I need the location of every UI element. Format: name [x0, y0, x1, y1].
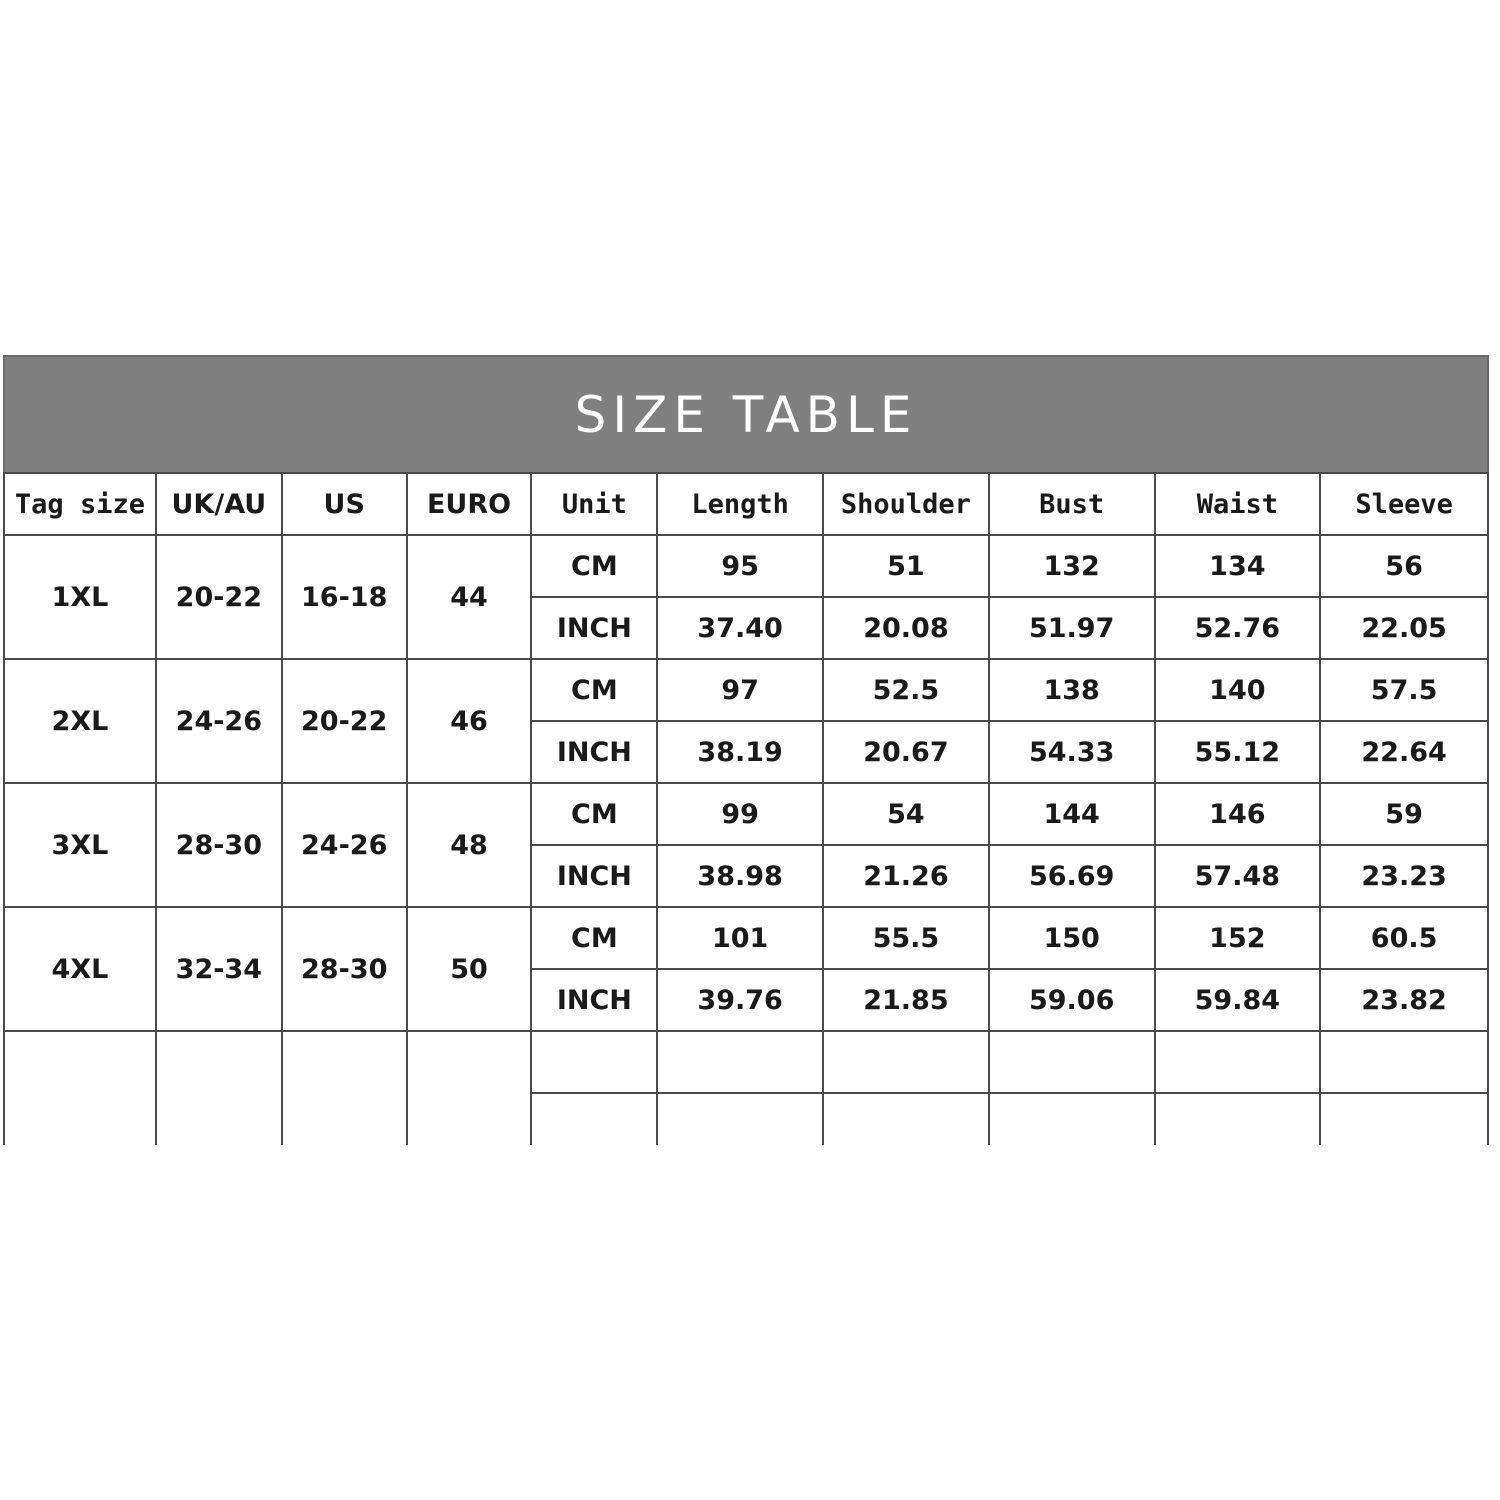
table-row: [4, 659, 1488, 721]
header-sleeve: Sleeve: [1320, 473, 1488, 535]
length-cell: 101: [657, 907, 823, 969]
empty-cell: [4, 1031, 156, 1145]
uk-au-cell: 28-30: [156, 783, 282, 907]
waist-cell: 146: [1155, 783, 1321, 845]
shoulder-cell: 54: [823, 783, 989, 845]
header-uk-au: UK/AU: [156, 473, 282, 535]
header-us: US: [282, 473, 407, 535]
length-cell: 95: [657, 535, 823, 597]
table-title: SIZE TABLE: [574, 385, 918, 444]
bust-cell: 56.69: [989, 845, 1155, 907]
shoulder-cell: 21.26: [823, 845, 989, 907]
us-cell: 16-18: [282, 535, 407, 659]
uk-au-cell: 24-26: [156, 659, 282, 783]
euro-cell: 48: [407, 783, 532, 907]
empty-cell: [531, 1093, 657, 1145]
bust-cell: 144: [989, 783, 1155, 845]
sleeve-cell: 57.5: [1320, 659, 1488, 721]
tag-size-cell: 2XL: [4, 659, 156, 783]
unit-cell: CM: [531, 659, 657, 721]
bust-cell: 138: [989, 659, 1155, 721]
empty-cell: [1320, 1031, 1488, 1093]
waist-cell: 52.76: [1155, 597, 1321, 659]
shoulder-cell: 20.67: [823, 721, 989, 783]
tag-size-cell: 3XL: [4, 783, 156, 907]
unit-cell: INCH: [531, 969, 657, 1031]
unit-cell: CM: [531, 783, 657, 845]
empty-cell: [156, 1031, 282, 1145]
length-cell: 38.19: [657, 721, 823, 783]
sleeve-cell: 60.5: [1320, 907, 1488, 969]
header-waist: Waist: [1155, 473, 1321, 535]
shoulder-cell: 21.85: [823, 969, 989, 1031]
bust-cell: 59.06: [989, 969, 1155, 1031]
table-row: [4, 907, 1488, 969]
bust-cell: 51.97: [989, 597, 1155, 659]
header-shoulder: Shoulder: [823, 473, 989, 535]
tag-size-cell: 1XL: [4, 535, 156, 659]
shoulder-cell: 20.08: [823, 597, 989, 659]
header-euro: EURO: [407, 473, 532, 535]
title-bar: [3, 355, 1489, 472]
shoulder-cell: 51: [823, 535, 989, 597]
empty-cell: [989, 1031, 1155, 1093]
length-cell: 39.76: [657, 969, 823, 1031]
unit-cell: INCH: [531, 845, 657, 907]
us-cell: 20-22: [282, 659, 407, 783]
shoulder-cell: 55.5: [823, 907, 989, 969]
size-table: [3, 355, 1489, 1145]
sleeve-cell: 59: [1320, 783, 1488, 845]
empty-cell: [407, 1031, 532, 1145]
length-cell: 97: [657, 659, 823, 721]
euro-cell: 50: [407, 907, 532, 1031]
empty-cell: [531, 1031, 657, 1093]
bust-cell: 132: [989, 535, 1155, 597]
empty-cell: [823, 1093, 989, 1145]
unit-cell: CM: [531, 907, 657, 969]
shoulder-cell: 52.5: [823, 659, 989, 721]
header-length: Length: [657, 473, 823, 535]
sleeve-cell: 56: [1320, 535, 1488, 597]
uk-au-cell: 20-22: [156, 535, 282, 659]
header-row: [4, 473, 1488, 535]
uk-au-cell: 32-34: [156, 907, 282, 1031]
bust-cell: 150: [989, 907, 1155, 969]
waist-cell: 55.12: [1155, 721, 1321, 783]
us-cell: 28-30: [282, 907, 407, 1031]
empty-cell: [989, 1093, 1155, 1145]
size-grid: [3, 472, 1489, 1145]
empty-cell: [823, 1031, 989, 1093]
sleeve-cell: 23.82: [1320, 969, 1488, 1031]
table-row: [4, 783, 1488, 845]
waist-cell: 152: [1155, 907, 1321, 969]
table-row: [4, 535, 1488, 597]
header-tag-size: Tag size: [4, 473, 156, 535]
waist-cell: 134: [1155, 535, 1321, 597]
us-cell: 24-26: [282, 783, 407, 907]
empty-cell: [1155, 1031, 1321, 1093]
unit-cell: CM: [531, 535, 657, 597]
unit-cell: INCH: [531, 597, 657, 659]
sleeve-cell: 22.64: [1320, 721, 1488, 783]
euro-cell: 44: [407, 535, 532, 659]
length-cell: 99: [657, 783, 823, 845]
header-bust: Bust: [989, 473, 1155, 535]
waist-cell: 59.84: [1155, 969, 1321, 1031]
empty-cell: [657, 1093, 823, 1145]
empty-cell: [1155, 1093, 1321, 1145]
unit-cell: INCH: [531, 721, 657, 783]
empty-cell: [282, 1031, 407, 1145]
empty-cell: [657, 1031, 823, 1093]
header-unit: Unit: [531, 473, 657, 535]
waist-cell: 140: [1155, 659, 1321, 721]
sleeve-cell: 23.23: [1320, 845, 1488, 907]
sleeve-cell: 22.05: [1320, 597, 1488, 659]
length-cell: 37.40: [657, 597, 823, 659]
euro-cell: 46: [407, 659, 532, 783]
length-cell: 38.98: [657, 845, 823, 907]
waist-cell: 57.48: [1155, 845, 1321, 907]
empty-cell: [1320, 1093, 1488, 1145]
empty-row: [4, 1031, 1488, 1093]
tag-size-cell: 4XL: [4, 907, 156, 1031]
bust-cell: 54.33: [989, 721, 1155, 783]
